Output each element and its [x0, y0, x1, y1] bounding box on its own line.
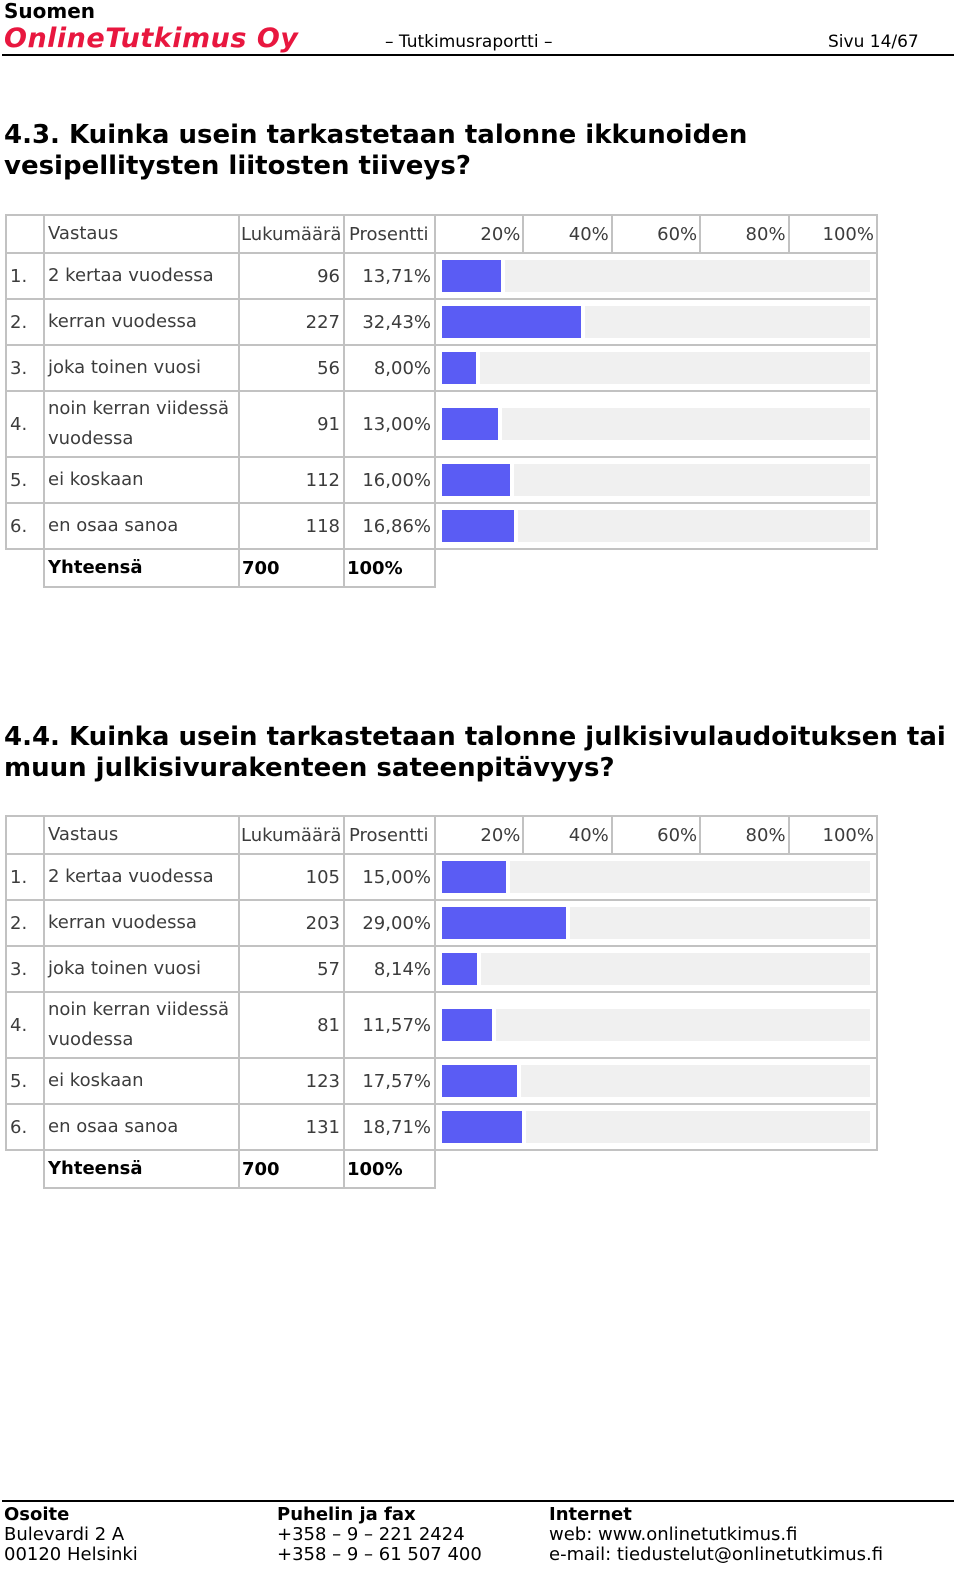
- bar-fill: [442, 1009, 496, 1041]
- row-count: 105: [239, 854, 344, 900]
- header-answer: Vastaus: [44, 816, 239, 854]
- row-number: 1.: [6, 253, 44, 299]
- row-bar-cell: [435, 1104, 877, 1150]
- axis-tick-label: 60%: [612, 215, 700, 253]
- bar-fill: [442, 260, 505, 292]
- bar-fill: [442, 352, 480, 384]
- row-count: 96: [239, 253, 344, 299]
- bar-track: [442, 1065, 870, 1097]
- header-count: Lukumäärä: [239, 816, 344, 854]
- total-spacer: [6, 549, 44, 587]
- row-number: 3.: [6, 946, 44, 992]
- row-number: 4.: [6, 992, 44, 1058]
- row-count: 118: [239, 503, 344, 549]
- row-answer: 2 kertaa vuodessa: [44, 854, 239, 900]
- question-title-4-3: 4.3. Kuinka usein tarkastetaan talonne ikkunoiden vesipellitysten liitosten tiiveys?: [4, 120, 748, 181]
- footer-address: [4, 1505, 138, 1565]
- company-name-line1: Suomen: [4, 0, 96, 23]
- row-bar-cell: [435, 992, 877, 1058]
- bar-track: [442, 510, 870, 542]
- footer-divider: [2, 1500, 954, 1502]
- footer-phone-heading: Puhelin ja fax: [277, 1504, 416, 1525]
- row-number: 5.: [6, 1058, 44, 1104]
- header-count: Lukumäärä: [239, 215, 344, 253]
- header-percent: Prosentti: [344, 816, 435, 854]
- table-row: [6, 900, 877, 946]
- row-percent: 17,57%: [344, 1058, 435, 1104]
- row-bar-cell: [435, 299, 877, 345]
- axis-tick-label: 20%: [435, 215, 523, 253]
- total-spacer: [6, 1150, 44, 1188]
- row-answer: noin kerran viidessä vuodessa: [44, 391, 239, 457]
- row-count: 203: [239, 900, 344, 946]
- bar-fill: [442, 907, 570, 939]
- total-label: Yhteensä: [44, 549, 239, 587]
- company-name-line2: OnlineTutkimus Oy: [4, 23, 299, 54]
- table-row: [6, 391, 877, 457]
- table-row: [6, 503, 877, 549]
- row-percent: 32,43%: [344, 299, 435, 345]
- header-number-cell: [6, 816, 44, 854]
- table-row: [6, 457, 877, 503]
- table-header-row: [6, 215, 877, 253]
- row-answer: en osaa sanoa: [44, 503, 239, 549]
- row-count: 227: [239, 299, 344, 345]
- row-bar-cell: [435, 503, 877, 549]
- footer-email: e-mail: tiedustelut@onlinetutkimus.fi: [549, 1544, 884, 1565]
- row-bar-cell: [435, 946, 877, 992]
- row-count: 81: [239, 992, 344, 1058]
- table-row: [6, 299, 877, 345]
- row-count: 57: [239, 946, 344, 992]
- total-label: Yhteensä: [44, 1150, 239, 1188]
- row-percent: 16,00%: [344, 457, 435, 503]
- row-answer: joka toinen vuosi: [44, 345, 239, 391]
- bar-fill: [442, 408, 502, 440]
- row-answer: 2 kertaa vuodessa: [44, 253, 239, 299]
- axis-tick-label: 100%: [789, 816, 877, 854]
- row-number: 1.: [6, 854, 44, 900]
- row-count: 131: [239, 1104, 344, 1150]
- row-number: 5.: [6, 457, 44, 503]
- footer-address-line2: 00120 Helsinki: [4, 1544, 138, 1565]
- axis-tick-label: 80%: [700, 215, 788, 253]
- bar-fill: [442, 510, 518, 542]
- row-number: 3.: [6, 345, 44, 391]
- row-percent: 8,14%: [344, 946, 435, 992]
- results-table-4-4: [5, 815, 878, 1189]
- page-number: Sivu 14/67: [828, 32, 919, 52]
- row-percent: 13,00%: [344, 391, 435, 457]
- row-number: 6.: [6, 1104, 44, 1150]
- total-percent: 100%: [344, 549, 435, 587]
- bar-track: [442, 1009, 870, 1041]
- total-count: 700: [239, 1150, 344, 1188]
- row-answer: noin kerran viidessä vuodessa: [44, 992, 239, 1058]
- question-title-4-4: 4.4. Kuinka usein tarkastetaan talonne julkisivulaudoituksen tai muun julkisivurakenteen sateenpitävyys?: [4, 722, 946, 783]
- row-bar-cell: [435, 854, 877, 900]
- row-percent: 13,71%: [344, 253, 435, 299]
- table-row: [6, 854, 877, 900]
- axis-tick-label: 40%: [523, 816, 611, 854]
- header-number-cell: [6, 215, 44, 253]
- row-answer: kerran vuodessa: [44, 900, 239, 946]
- bar-fill: [442, 1065, 521, 1097]
- bar-fill: [442, 306, 585, 338]
- total-row: [6, 1150, 877, 1188]
- footer-internet: [549, 1505, 883, 1565]
- row-bar-cell: [435, 900, 877, 946]
- row-percent: 16,86%: [344, 503, 435, 549]
- row-number: 4.: [6, 391, 44, 457]
- bar-track: [442, 1111, 870, 1143]
- table-row: [6, 1104, 877, 1150]
- bar-track: [442, 464, 870, 496]
- row-percent: 29,00%: [344, 900, 435, 946]
- row-bar-cell: [435, 457, 877, 503]
- row-percent: 18,71%: [344, 1104, 435, 1150]
- footer-web: web: www.onlinetutkimus.fi: [549, 1524, 798, 1545]
- bar-track: [442, 861, 870, 893]
- footer-internet-heading: Internet: [549, 1504, 632, 1525]
- row-number: 2.: [6, 299, 44, 345]
- row-percent: 15,00%: [344, 854, 435, 900]
- table-row: [6, 345, 877, 391]
- footer-address-line1: Bulevardi 2 A: [4, 1524, 125, 1545]
- row-bar-cell: [435, 253, 877, 299]
- row-count: 56: [239, 345, 344, 391]
- row-count: 91: [239, 391, 344, 457]
- row-count: 123: [239, 1058, 344, 1104]
- bar-track: [442, 352, 870, 384]
- axis-tick-label: 60%: [612, 816, 700, 854]
- table-row: [6, 946, 877, 992]
- row-answer: joka toinen vuosi: [44, 946, 239, 992]
- row-answer: ei koskaan: [44, 457, 239, 503]
- row-answer: en osaa sanoa: [44, 1104, 239, 1150]
- row-bar-cell: [435, 391, 877, 457]
- report-label: – Tutkimusraportti –: [385, 32, 553, 52]
- bar-track: [442, 260, 870, 292]
- bar-track: [442, 953, 870, 985]
- total-row: [6, 549, 877, 587]
- axis-tick-label: 100%: [789, 215, 877, 253]
- row-bar-cell: [435, 1058, 877, 1104]
- results-table-4-3: [5, 214, 878, 588]
- bar-fill: [442, 861, 510, 893]
- total-count: 700: [239, 549, 344, 587]
- axis-tick-label: 80%: [700, 816, 788, 854]
- row-number: 2.: [6, 900, 44, 946]
- footer-phone: [277, 1505, 482, 1565]
- bar-track: [442, 408, 870, 440]
- row-answer: kerran vuodessa: [44, 299, 239, 345]
- table-row: [6, 253, 877, 299]
- bar-track: [442, 306, 870, 338]
- row-bar-cell: [435, 345, 877, 391]
- table-header-row: [6, 816, 877, 854]
- row-answer: ei koskaan: [44, 1058, 239, 1104]
- row-percent: 11,57%: [344, 992, 435, 1058]
- footer-address-heading: Osoite: [4, 1504, 70, 1525]
- footer-phone-line2: +358 – 9 – 61 507 400: [277, 1544, 482, 1565]
- row-count: 112: [239, 457, 344, 503]
- axis-tick-label: 20%: [435, 816, 523, 854]
- table-row: [6, 1058, 877, 1104]
- row-number: 6.: [6, 503, 44, 549]
- bar-fill: [442, 1111, 526, 1143]
- bar-track: [442, 907, 870, 939]
- bar-fill: [442, 953, 481, 985]
- header-divider: [2, 54, 954, 56]
- row-percent: 8,00%: [344, 345, 435, 391]
- footer-phone-line1: +358 – 9 – 221 2424: [277, 1524, 465, 1545]
- table-row: [6, 992, 877, 1058]
- header-answer: Vastaus: [44, 215, 239, 253]
- axis-tick-label: 40%: [523, 215, 611, 253]
- bar-fill: [442, 464, 514, 496]
- header-percent: Prosentti: [344, 215, 435, 253]
- total-percent: 100%: [344, 1150, 435, 1188]
